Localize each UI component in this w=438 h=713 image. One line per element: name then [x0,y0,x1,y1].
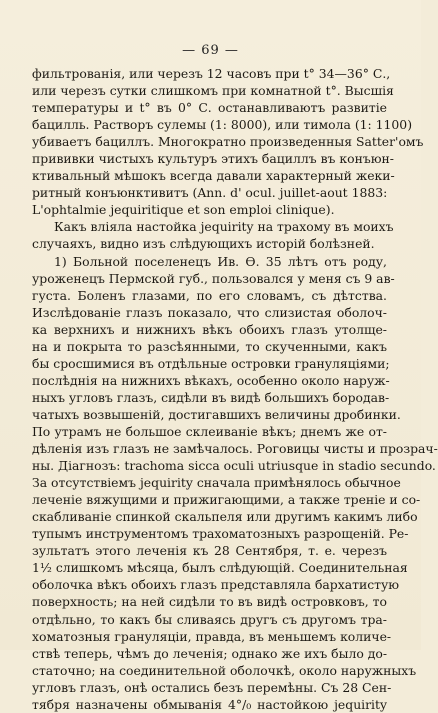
text-line: Какъ вліяла настойка jequirity на трахому въ моихъ [54,219,394,235]
text-line: оболочка вѣкъ обоихъ глазъ представляла бархатистую [32,577,400,593]
text-line: фильтрованія, или черезъ 12 часовъ при t° 34—36° С., [32,66,391,81]
text-line: ныхъ угловъ глазъ, сидѣли въ видѣ большихъ бородав- [32,389,390,405]
text-line: тупымъ инструментомъ трахоматозныхъ разрощеній. Ре- [32,526,409,542]
text-line: ктивальный мѣшокъ всегда давали характерный жеки- [32,168,395,184]
text-line: ны. Діагнозъ: trachoma sicca oculi utriusque in stadio secundo. [32,458,436,474]
text-line: По утрамъ не большое склеиваніе вѣкъ; днемъ же от- [32,423,387,439]
text-line: чатыхъ возвышеній, достигавшихъ величины дробинки. [32,406,401,422]
text-line: леченіе вяжущими и прижигающими, а также треніе и со- [32,492,421,508]
text-line: 1) Больной поселенецъ Ив. Ѳ. 35 лѣтъ отъ роду, [54,253,387,269]
text-line: поверхность; на ней сидѣли то въ видѣ островковъ, то [32,594,387,610]
text-line: зультатъ этого леченія къ 28 Сентября, т. е. черезъ [32,543,387,559]
text-line: Изслѣдованіе глазъ показало, что слизистая оболоч- [32,304,387,320]
text-line: уроженецъ Пермской губ., пользовался у меня съ 9 ав- [32,270,395,286]
text-line: температуры и t° въ 0° С. останавливаютъ развитіе [32,100,387,116]
text-line: послѣднія на нижнихъ вѣкахъ, особенно около наруж- [32,372,390,388]
page-number: — 69 — [182,43,239,58]
text-line: убиваетъ бациллъ. Многократно произведенныя Satter'омъ [32,134,424,150]
text-line: прививки чистыхъ культуръ этихъ бациллъ въ конъюн- [32,151,394,167]
text-line: 1½ слишкомъ мѣсяца, былъ слѣдующій. Соединительная [32,560,408,576]
text-line: ствѣ теперь, чѣмъ до леченія; однако же ихъ было до- [32,645,388,661]
text-line: статочно; на соединительной оболочкѣ, около наружныхъ [32,662,417,678]
text-line: случаяхъ, видно изъ слѣдующихъ исторій болѣзней. [32,236,375,252]
text-line: ритный конъюнктивитъ (Ann. d' ocul. juillet-aout 1883: [32,185,388,201]
text-line: угловъ глазъ, онѣ остались безъ перемѣны. Съ 28 Сен- [32,679,392,695]
text-line: бацилль. Растворъ сулемы (1: 8000), или тимола (1: 1100) [32,117,413,133]
text-line: тября назначены обмыванія 4°/₀ настойкою jequirity [32,696,387,712]
text-line: ка верхнихъ и нижнихъ вѣкъ обоихъ глазъ утолще- [32,321,387,337]
text-line: отдѣльно, то какъ бы сливаясь другъ съ другомъ тра- [32,611,387,627]
text-line: За отсутствіемъ jequirity сначала примѣнялось обычное [32,475,401,491]
text-line: хоматозныя грануляціи, правда, въ меньшемъ количе- [32,628,392,644]
text-line: L'ophtalmie jequiritique et son emploi clinique). [32,202,335,218]
text-line: густа. Боленъ глазами, по его словамъ, съ дѣтства. [32,287,387,303]
text-line: на и покрыта то разсѣянными, то скученными, какъ [32,338,387,354]
text-line: скабливаніе спинкой скальпеля или другимъ какимъ либо [32,509,418,525]
body-text [32,65,438,713]
text-line: дѣленія изъ глазъ не замѣчалось. Роговицы чисты и прозрач- [32,441,438,457]
text-line: бы сросшимися въ отдѣльные островки грануляціями; [32,355,390,371]
text-line: или черезъ сутки слишкомъ при комнатной t°. Высшія [32,83,394,99]
